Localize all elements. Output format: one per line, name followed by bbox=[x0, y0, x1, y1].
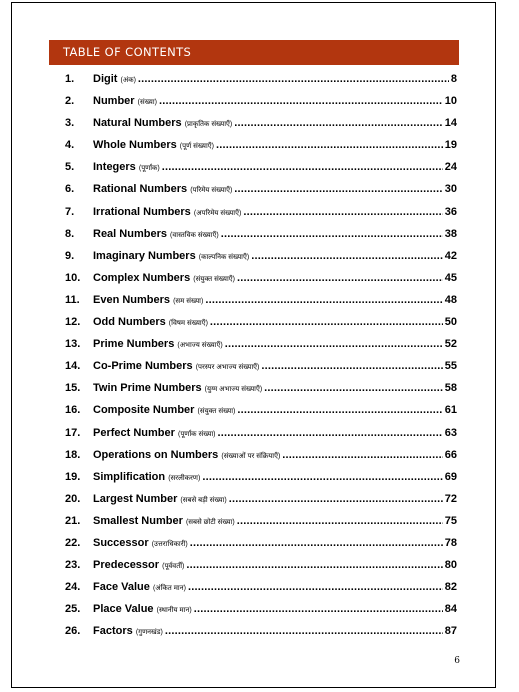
toc-dot-leader bbox=[237, 267, 443, 289]
toc-entry-number: 5. bbox=[65, 161, 75, 174]
toc-entry-title bbox=[93, 134, 214, 158]
toc-entry-number: 18. bbox=[65, 448, 81, 461]
toc-entry[interactable] bbox=[65, 377, 457, 399]
toc-entry-title bbox=[93, 333, 223, 357]
toc-entry-page: 36 bbox=[444, 205, 457, 218]
toc-dot-leader bbox=[243, 201, 442, 223]
toc-entry-hindi-title: (पूर्णांक संख्या) bbox=[177, 430, 216, 438]
toc-entry[interactable] bbox=[65, 576, 457, 598]
toc-entry-page: 14 bbox=[444, 117, 457, 130]
toc-entry-hindi-title: (अंक) bbox=[120, 77, 136, 84]
toc-dot-leader bbox=[165, 620, 443, 642]
toc-entry-hindi-title: (संख्याओं पर संक्रियाएँ) bbox=[221, 452, 281, 460]
toc-entry-english-title: Co-Prime Numbers bbox=[93, 360, 193, 373]
toc-entry-hindi-title: (उत्तराधिकारी) bbox=[151, 540, 188, 548]
toc-entry-page: 8 bbox=[450, 73, 457, 85]
toc-entry-english-title: Largest Number bbox=[93, 492, 178, 505]
toc-entry[interactable] bbox=[65, 488, 457, 510]
toc-entry-title bbox=[93, 488, 227, 512]
toc-entry[interactable] bbox=[65, 532, 457, 554]
toc-entry-english-title: Irrational Numbers bbox=[93, 205, 191, 218]
toc-entry-english-title: Face Value bbox=[93, 581, 150, 594]
toc-entry-number: 9. bbox=[65, 249, 75, 262]
toc-entry-number: 13. bbox=[65, 338, 81, 351]
toc-entry-hindi-title: (युग्म अभाज्य संख्याएँ) bbox=[204, 386, 263, 394]
toc-entry-page: 24 bbox=[444, 161, 457, 174]
toc-entry[interactable] bbox=[65, 201, 457, 223]
toc-entry-english-title: Rational Numbers bbox=[93, 183, 188, 196]
toc-entry[interactable] bbox=[65, 90, 457, 112]
toc-entry[interactable] bbox=[65, 598, 457, 620]
toc-entry-english-title: Odd Numbers bbox=[93, 316, 166, 329]
toc-entry-page: 55 bbox=[444, 360, 457, 373]
toc-entry-page: 30 bbox=[444, 183, 457, 196]
toc-entry-hindi-title: (गुणनखंड) bbox=[135, 629, 163, 637]
toc-dot-leader bbox=[210, 311, 443, 333]
toc-entry-number: 11. bbox=[65, 293, 80, 306]
toc-entry-page: 63 bbox=[444, 426, 457, 439]
toc-entry[interactable] bbox=[65, 112, 457, 134]
toc-entry-hindi-title: (प्राकृतिक संख्याएँ) bbox=[184, 121, 233, 129]
toc-entry[interactable] bbox=[65, 156, 457, 178]
toc-entry-hindi-title: (परिमेय संख्याएँ) bbox=[190, 187, 233, 195]
toc-entry[interactable] bbox=[65, 554, 457, 576]
toc-entry-page: 45 bbox=[444, 271, 457, 284]
toc-entry-english-title: Predecessor bbox=[93, 559, 160, 572]
toc-entry-title bbox=[93, 444, 280, 468]
toc-entry-english-title: Successor bbox=[93, 536, 149, 549]
toc-entry-page: 50 bbox=[444, 316, 457, 329]
toc-entry-english-title: Number bbox=[93, 95, 135, 108]
toc-entry[interactable] bbox=[65, 422, 457, 444]
toc-entry-number: 8. bbox=[65, 227, 75, 240]
toc-entry-title bbox=[93, 245, 249, 269]
toc-dot-leader bbox=[237, 510, 443, 532]
toc-entry-hindi-title: (वास्तविक संख्याएँ) bbox=[170, 231, 219, 239]
toc-dot-leader bbox=[202, 466, 442, 488]
toc-entry-english-title: Digit bbox=[93, 73, 118, 85]
toc-entry-number: 1. bbox=[65, 73, 75, 85]
toc-entry-english-title: Simplification bbox=[93, 470, 166, 483]
toc-dot-leader bbox=[251, 245, 443, 267]
toc-entry-page: 48 bbox=[444, 293, 457, 306]
toc-entry[interactable] bbox=[65, 399, 457, 421]
toc-entry-hindi-title: (संयुक्त संख्याएँ) bbox=[193, 275, 235, 283]
toc-entry-number: 20. bbox=[65, 492, 81, 505]
toc-entry-title bbox=[93, 554, 184, 578]
toc-entry-number: 10. bbox=[65, 271, 81, 284]
toc-entry-hindi-title: (परस्पर अभाज्य संख्याएँ) bbox=[195, 364, 260, 372]
toc-entry-number: 15. bbox=[65, 382, 81, 395]
toc-entry-title bbox=[93, 377, 262, 401]
toc-entry[interactable] bbox=[65, 267, 457, 289]
toc-entry-hindi-title: (अंकित मान) bbox=[152, 585, 186, 593]
toc-entry-page: 42 bbox=[444, 249, 457, 262]
toc-entry-title bbox=[93, 510, 235, 534]
toc-entry-page: 82 bbox=[444, 581, 457, 594]
toc-entry-title bbox=[93, 201, 241, 225]
toc-entry-hindi-title: (अभाज्य संख्याएँ) bbox=[177, 342, 223, 350]
toc-entry-english-title: Complex Numbers bbox=[93, 271, 191, 284]
toc-entry[interactable] bbox=[65, 311, 457, 333]
toc-entry-hindi-title: (पूर्ण संख्याएँ) bbox=[179, 143, 215, 151]
toc-dot-leader bbox=[162, 156, 443, 178]
toc-entry-number: 4. bbox=[65, 139, 75, 152]
toc-entry-title bbox=[93, 355, 259, 379]
toc-entry-title bbox=[93, 422, 216, 446]
toc-entry-page: 58 bbox=[444, 382, 457, 395]
toc-entry-english-title: Natural Numbers bbox=[93, 117, 182, 130]
toc-entry-page: 84 bbox=[444, 603, 457, 616]
toc-entry-title bbox=[93, 112, 232, 136]
toc-entry-title bbox=[93, 156, 160, 180]
toc-entry-page: 66 bbox=[444, 448, 457, 461]
toc-entry-number: 7. bbox=[65, 205, 75, 218]
toc-entry-hindi-title: (स्थानीय मान) bbox=[156, 607, 192, 615]
toc-entry-hindi-title: (अपरिमेय संख्याएँ) bbox=[193, 209, 242, 217]
toc-entry-title bbox=[93, 178, 232, 202]
toc-entry[interactable] bbox=[65, 444, 457, 466]
toc-entry[interactable] bbox=[65, 510, 457, 532]
toc-entry-hindi-title: (सबसे छोटी संख्या) bbox=[185, 518, 235, 526]
toc-entry[interactable] bbox=[65, 68, 457, 90]
toc-entry[interactable] bbox=[65, 466, 457, 488]
toc-entry-number: 17. bbox=[65, 426, 81, 439]
toc-entry[interactable] bbox=[65, 134, 457, 156]
toc-list bbox=[65, 68, 457, 642]
toc-entry-number: 23. bbox=[65, 559, 81, 572]
toc-entry-title bbox=[93, 576, 186, 600]
toc-entry[interactable] bbox=[65, 289, 457, 311]
toc-entry-title bbox=[93, 598, 192, 622]
toc-entry-number: 26. bbox=[65, 625, 81, 638]
toc-entry-english-title: Twin Prime Numbers bbox=[93, 382, 202, 395]
page-number: 6 bbox=[454, 656, 460, 666]
toc-dot-leader bbox=[234, 178, 442, 200]
toc-dot-leader bbox=[221, 223, 443, 245]
toc-entry-english-title: Composite Number bbox=[93, 404, 195, 417]
toc-entry-english-title: Imaginary Numbers bbox=[93, 249, 196, 262]
toc-entry[interactable] bbox=[65, 223, 457, 245]
toc-entry-hindi-title: (सबसे बड़ी संख्या) bbox=[180, 496, 227, 504]
toc-entry-hindi-title: (संयुक्त संख्या) bbox=[197, 408, 236, 416]
toc-entry-page: 19 bbox=[444, 139, 457, 152]
toc-dot-leader bbox=[218, 422, 443, 444]
toc-dot-leader bbox=[159, 90, 443, 112]
toc-entry-title bbox=[93, 289, 203, 313]
toc-dot-leader bbox=[264, 377, 443, 399]
toc-entry-title bbox=[93, 466, 200, 490]
toc-entry-title bbox=[93, 223, 219, 247]
toc-dot-leader bbox=[237, 399, 442, 421]
toc-entry-number: 19. bbox=[65, 470, 81, 483]
toc-entry-page: 10 bbox=[444, 95, 457, 108]
toc-entry-number: 25. bbox=[65, 603, 81, 616]
toc-entry-title bbox=[93, 311, 208, 335]
toc-entry-hindi-title: (पूर्ववर्ती) bbox=[162, 563, 185, 571]
toc-entry-english-title: Whole Numbers bbox=[93, 139, 177, 152]
toc-entry-english-title: Real Numbers bbox=[93, 227, 167, 240]
toc-entry[interactable] bbox=[65, 355, 457, 377]
toc-entry-hindi-title: (सम संख्या) bbox=[173, 297, 204, 305]
toc-entry-number: 2. bbox=[65, 95, 75, 108]
toc-dot-leader bbox=[138, 68, 449, 90]
toc-dot-leader bbox=[282, 444, 442, 466]
toc-entry-page: 80 bbox=[444, 559, 457, 572]
toc-entry[interactable] bbox=[65, 620, 457, 642]
toc-entry-english-title: Integers bbox=[93, 161, 136, 174]
toc-entry-title bbox=[93, 68, 136, 92]
toc-entry-title bbox=[93, 620, 163, 644]
toc-dot-leader bbox=[186, 554, 442, 576]
toc-dot-leader bbox=[216, 134, 443, 156]
toc-entry-page: 75 bbox=[444, 514, 457, 527]
toc-dot-leader bbox=[225, 333, 443, 355]
toc-entry-hindi-title: (काल्पनिक संख्याएँ) bbox=[198, 253, 250, 261]
toc-entry-page: 69 bbox=[444, 470, 457, 483]
toc-entry-number: 3. bbox=[65, 117, 75, 130]
toc-entry-english-title: Smallest Number bbox=[93, 514, 183, 527]
toc-entry-english-title: Even Numbers bbox=[93, 293, 171, 306]
toc-entry-number: 22. bbox=[65, 536, 81, 549]
toc-entry-title bbox=[93, 532, 188, 556]
toc-entry-number: 6. bbox=[65, 183, 75, 196]
toc-dot-leader bbox=[190, 532, 443, 554]
toc-dot-leader bbox=[261, 355, 442, 377]
toc-dot-leader bbox=[188, 576, 443, 598]
toc-entry-number: 14. bbox=[65, 360, 81, 373]
toc-entry-english-title: Prime Numbers bbox=[93, 338, 175, 351]
toc-entry-english-title: Operations on Numbers bbox=[93, 448, 219, 461]
toc-entry-page: 78 bbox=[444, 536, 457, 549]
toc-entry-title bbox=[93, 90, 157, 114]
toc-entry-english-title: Perfect Number bbox=[93, 426, 175, 439]
toc-entry[interactable] bbox=[65, 245, 457, 267]
toc-entry-english-title: Place Value bbox=[93, 603, 154, 616]
toc-entry-hindi-title: (विषम संख्याएँ) bbox=[168, 320, 208, 328]
toc-dot-leader bbox=[234, 112, 443, 134]
toc-entry[interactable] bbox=[65, 333, 457, 355]
toc-header: TABLE OF CONTENTS bbox=[49, 40, 459, 65]
toc-entry-hindi-title: (पूर्णांक) bbox=[138, 165, 160, 173]
toc-entry-title bbox=[93, 399, 235, 423]
toc-entry-page: 87 bbox=[444, 625, 457, 638]
toc-entry-hindi-title: (संख्या) bbox=[137, 99, 157, 107]
toc-dot-leader bbox=[229, 488, 443, 510]
toc-dot-leader bbox=[205, 289, 442, 311]
toc-entry[interactable] bbox=[65, 178, 457, 200]
toc-entry-number: 24. bbox=[65, 581, 81, 594]
toc-entry-english-title: Factors bbox=[93, 625, 133, 638]
toc-entry-hindi-title: (सरलीकरण) bbox=[168, 474, 201, 482]
toc-entry-title bbox=[93, 267, 235, 291]
toc-entry-number: 12. bbox=[65, 316, 81, 329]
toc-entry-page: 72 bbox=[444, 492, 457, 505]
toc-dot-leader bbox=[194, 598, 443, 620]
toc-entry-page: 52 bbox=[444, 338, 457, 351]
toc-entry-page: 61 bbox=[444, 404, 457, 417]
toc-entry-page: 38 bbox=[444, 227, 457, 240]
toc-entry-number: 21. bbox=[65, 514, 81, 527]
toc-entry-number: 16. bbox=[65, 404, 81, 417]
